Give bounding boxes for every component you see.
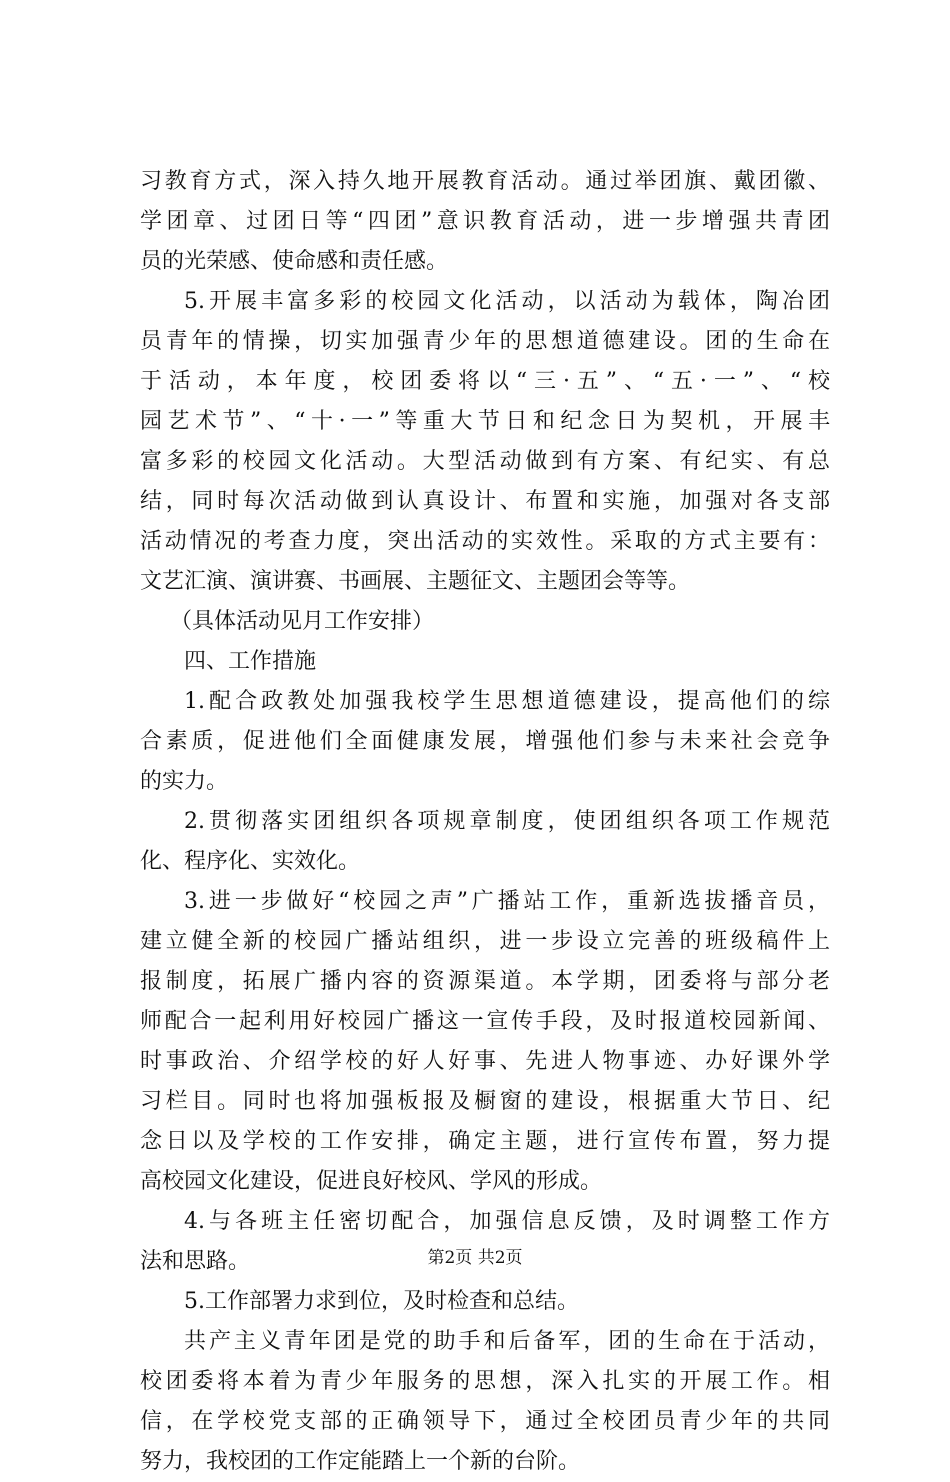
text-line: 的实力。 <box>140 769 229 794</box>
text-line: 努力，我校团的工作定能踏上一个新的台阶。 <box>140 1449 581 1474</box>
text-line: 学团章、过团日等“四团”意识教育活动，进一步增强共青团 <box>140 209 830 234</box>
text-line: 共产主义青年团是党的助手和后备军，团的生命在于活动， <box>184 1329 830 1354</box>
text-line: 于活动，本年度，校团委将以“三·五”、“五·一”、“校 <box>140 369 830 394</box>
text-line: 4.与各班主任密切配合，加强信息反馈，及时调整工作方 <box>184 1209 830 1234</box>
section-heading: 四、工作措施 <box>184 649 317 674</box>
text-line: 员的光荣感、使命感和责任感。 <box>140 249 449 274</box>
text-line: 时事政治、介绍学校的好人好事、先进人物事迹、办好课外学 <box>140 1049 830 1074</box>
text-line: 1.配合政教处加强我校学生思想道德建设，提高他们的综 <box>184 689 830 714</box>
text-line: 园艺术节”、“十·一”等重大节日和纪念日为契机，开展丰 <box>140 409 830 434</box>
text-line: 信，在学校党支部的正确领导下，通过全校团员青少年的共同 <box>140 1409 830 1434</box>
text-line: 念日以及学校的工作安排，确定主题，进行宣传布置，努力提 <box>140 1129 830 1154</box>
text-line: 员青年的情操，切实加强青少年的思想道德建设。团的生命在 <box>140 329 830 354</box>
text-line: 结，同时每次活动做到认真设计、布置和实施，加强对各支部 <box>140 489 830 514</box>
text-line: 高校园文化建设，促进良好校风、学风的形成。 <box>140 1169 603 1194</box>
text-line: 法和思路。 <box>140 1249 251 1274</box>
text-line: 2.贯彻落实团组织各项规章制度，使团组织各项工作规范 <box>184 809 830 834</box>
text-line: 习栏目。同时也将加强板报及橱窗的建设，根据重大节日、纪 <box>140 1089 830 1114</box>
text-line: 5.工作部署力求到位，及时检查和总结。 <box>184 1289 579 1314</box>
text-line: 师配合一起利用好校园广播这一宣传手段，及时报道校园新闻、 <box>140 1009 830 1034</box>
document-body <box>140 162 830 1482</box>
text-line: 文艺汇演、演讲赛、书画展、主题征文、主题团会等等。 <box>140 569 691 594</box>
page-number: 第2页 共2页 <box>427 1248 523 1268</box>
text-line: 建立健全新的校园广播站组织，进一步设立完善的班级稿件上 <box>140 929 830 954</box>
text-line: 化、程序化、实效化。 <box>140 849 361 874</box>
text-line: 报制度，拓展广播内容的资源渠道。本学期，团委将与部分老 <box>140 969 830 994</box>
text-line: 校团委将本着为青少年服务的思想，深入扎实的开展工作。相 <box>140 1369 830 1394</box>
text-line: 习教育方式，深入持久地开展教育活动。通过举团旗、戴团徽、 <box>140 169 830 194</box>
text-line: 5.开展丰富多彩的校园文化活动，以活动为载体，陶冶团 <box>184 289 830 314</box>
text-line: 活动情况的考查力度，突出活动的实效性。采取的方式主要有： <box>140 529 830 554</box>
text-line: 3.进一步做好“校园之声”广播站工作，重新选拔播音员， <box>184 889 830 914</box>
text-line: 富多彩的校园文化活动。大型活动做到有方案、有纪实、有总 <box>140 449 830 474</box>
text-line: （具体活动见月工作安排） <box>170 609 435 634</box>
text-line: 合素质，促进他们全面健康发展，增强他们参与未来社会竞争 <box>140 729 830 754</box>
